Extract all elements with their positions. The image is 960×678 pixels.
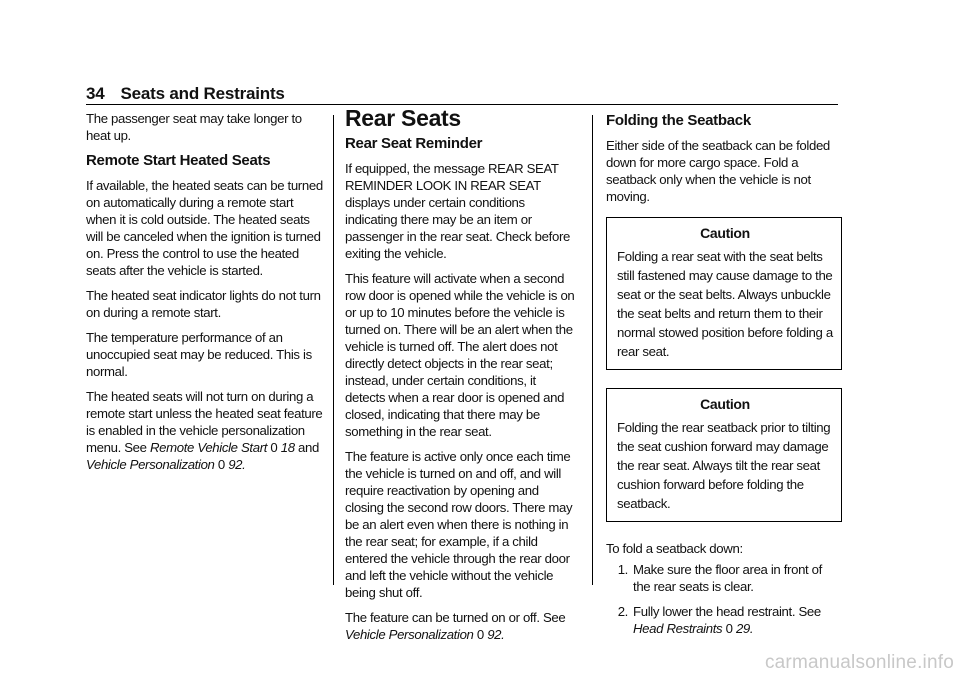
page-ref-icon: 0: [217, 457, 225, 472]
step-text-wrap: Fully lower the head restraint. See Head Restraints 0 29.: [633, 604, 821, 636]
paragraph: The temperature performance of an unoccupied seat may be reduced. This is normal.: [86, 330, 312, 379]
section-heading-rear-seats: Rear Seats: [345, 105, 461, 131]
watermark: carmanualsonline.info: [764, 652, 954, 673]
section-title: Seats and Restraints: [120, 84, 285, 103]
link-remote-vehicle-start[interactable]: Remote Vehicle Start: [149, 440, 268, 455]
page-header: [86, 84, 285, 104]
page-ref-icon: 0: [270, 440, 278, 455]
caution-title: Caution: [700, 225, 750, 241]
paragraph: If equipped, the message REAR SEAT REMINDER LOOK IN REAR SEAT displays under certain conditions indicating there may be an item or passenger in the rear seat. Check before exiting the vehicle.: [345, 161, 570, 261]
page-ref-icon: 0: [476, 627, 484, 642]
column-2: [345, 105, 578, 651]
caution-body: Folding the rear seatback prior to tilting the seat cushion forward may damage the rear seat. Always tilt the rear seat cushion forward before folding the seatback.: [617, 420, 831, 511]
paragraph: If available, the heated seats can be turned on automatically during a remote start when it is cold outside. The heated seats will be canceled when the ignition is turned on. Press the control to use the heated seats after the vehicle is started.: [86, 178, 323, 278]
page-ref-number: 18: [280, 440, 295, 455]
paragraph: The feature can be turned on or off. See Vehicle Personalization 0 92.: [345, 610, 566, 642]
page-ref-icon: 0: [725, 621, 733, 636]
paragraph: This feature will activate when a second row door is opened while the vehicle is on or up to 10 minutes before the vehicle is turned on. There will be an alert when the vehicle is turned off. The alert does not directly detect objects in the rear seat; instead, under certain conditions, it detects when a rear door is opened and closed, indicating that there may be something in the rear seat.: [345, 271, 575, 439]
list-item: [606, 603, 842, 637]
paragraph: The heated seat indicator lights do not turn on during a remote start.: [86, 288, 321, 320]
paragraph-text: The heated seats will not turn on during a remote start unless the heated seat feature is enabled in the vehicle personalization menu. See: [86, 389, 323, 455]
heading-rear-seat-reminder: Rear Seat Reminder: [345, 135, 483, 152]
heading-folding-the-seatback: Folding the Seatback: [606, 112, 751, 129]
paragraph: To fold a seatback down:: [606, 541, 743, 556]
link-vehicle-personalization[interactable]: Vehicle Personalization: [86, 457, 215, 472]
step-number: 2.: [617, 604, 628, 619]
page-ref-number: 92: [228, 457, 243, 472]
steps-list: [606, 561, 842, 637]
caution-box-1: [606, 217, 842, 370]
paragraph: The passenger seat may take longer to heat up.: [86, 111, 302, 143]
caution-body: Folding a rear seat with the seat belts still fastened may cause damage to the seat or the seat belts. Always unbuckle the seat belts and return them to their normal stowed position before folding a rear seat.: [617, 249, 833, 359]
column-3: [606, 110, 842, 645]
paragraph: The feature is active only once each time the vehicle is turned on and off, and will require reactivation by opening and closing the second row doors. There may be an alert even when there is nothing in the rear seat; for example, if a child entered the vehicle through the rear door and left the vehicle without the vehicle being shut off.: [345, 449, 573, 600]
link-head-restraints[interactable]: Head Restraints: [633, 621, 723, 636]
step-number: 1.: [617, 562, 628, 577]
page-number: 34: [86, 84, 105, 103]
column-1: [86, 110, 324, 481]
conjunction: and: [298, 440, 319, 455]
column-divider-1: [333, 115, 334, 585]
paragraph: The heated seats will not turn on during a remote start unless the heated seat feature is enabled in the vehicle personalization menu. See Remote Vehicle Start 0 18 and Vehicle Personalization 0 92.: [86, 389, 323, 472]
paragraph-text: The feature can be turned on or off. See: [345, 610, 566, 625]
page-ref-number: 29: [735, 621, 750, 636]
list-item: [606, 561, 842, 595]
link-vehicle-personalization[interactable]: Vehicle Personalization: [345, 627, 474, 642]
page-ref-number: 92: [487, 627, 502, 642]
header-rule: [86, 104, 838, 105]
step-text: Make sure the floor area in front of the rear seats is clear.: [633, 562, 822, 594]
heading-remote-start-heated-seats: Remote Start Heated Seats: [86, 152, 271, 169]
step-text: Fully lower the head restraint. See: [633, 604, 821, 619]
paragraph: Either side of the seatback can be folded down for more cargo space. Fold a seatback only when the vehicle is not moving.: [606, 138, 830, 204]
caution-box-2: [606, 388, 842, 522]
caution-title: Caution: [700, 396, 750, 412]
column-divider-2: [592, 115, 593, 585]
